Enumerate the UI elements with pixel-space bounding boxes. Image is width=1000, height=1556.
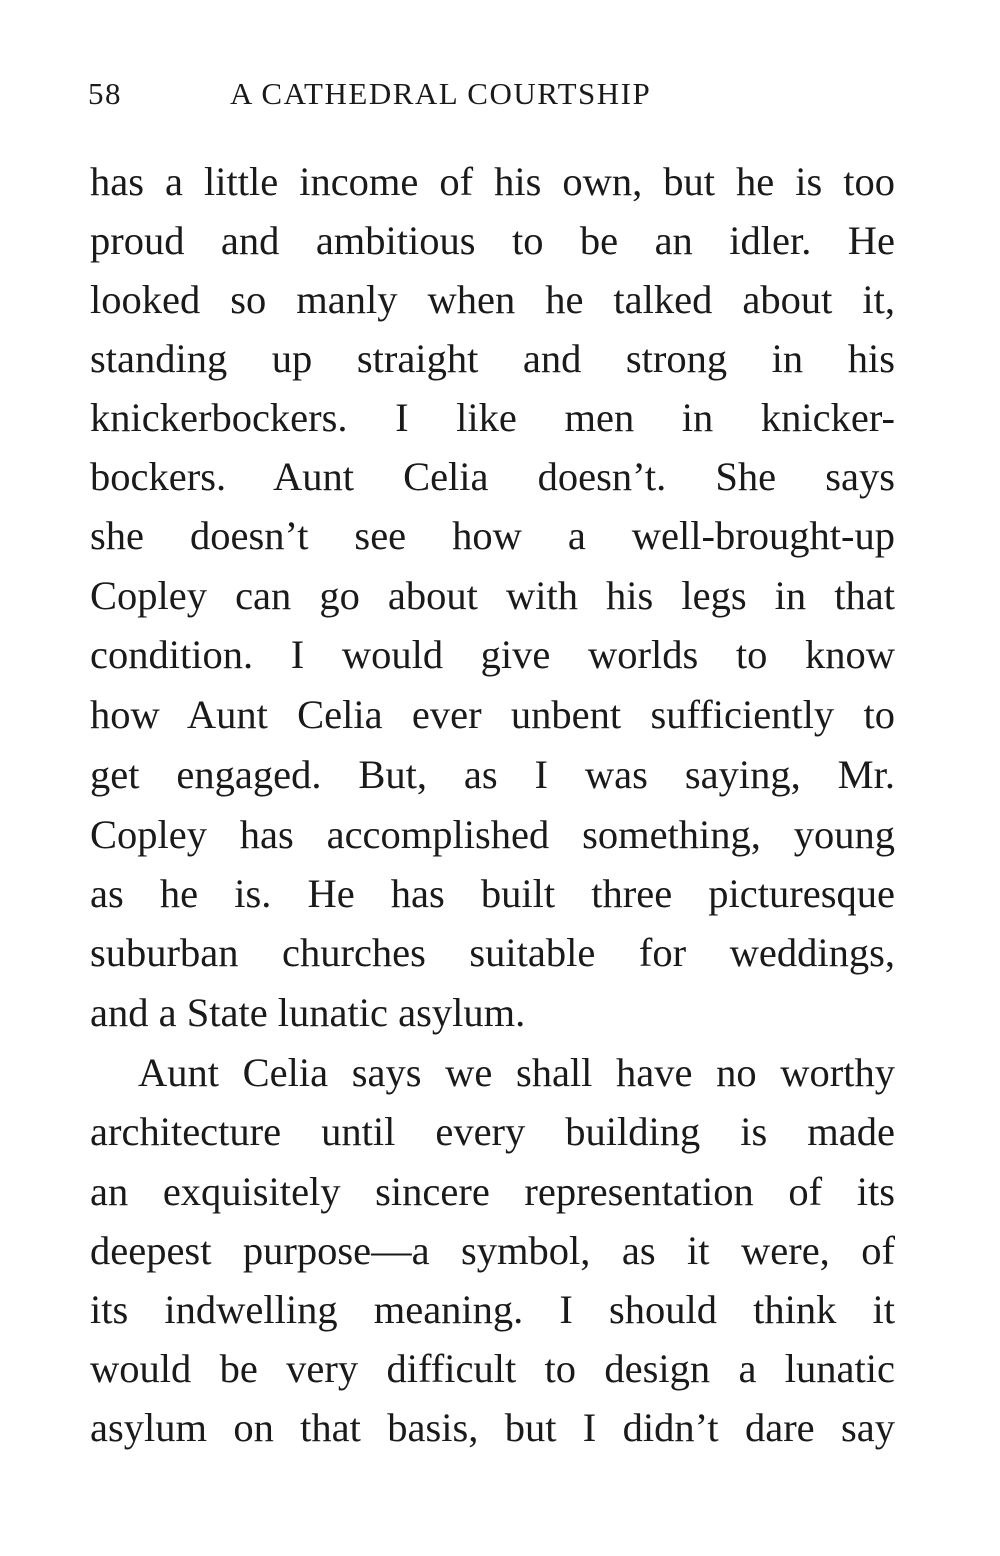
text-line: its indwelling meaning. I should think it <box>90 1287 895 1332</box>
text-line: architecture until every building is made <box>90 1109 895 1154</box>
text-line: an exquisitely sincere representation of its <box>90 1169 895 1214</box>
text-line: get engaged. But, as I was saying, Mr. <box>90 752 895 797</box>
text-line: suburban churches suitable for weddings, <box>90 930 895 975</box>
text-line: deepest purpose—a symbol, as it were, of <box>90 1228 895 1273</box>
text-line: how Aunt Celia ever unbent sufficiently to <box>90 692 895 737</box>
text-line: as he is. He has built three picturesque <box>90 871 895 916</box>
text-line: asylum on that basis, but I didn’t dare say <box>90 1405 895 1450</box>
text-line: she doesn’t see how a well-brought-up <box>90 513 895 558</box>
text-line: knickerbockers. I like men in knicker- <box>90 395 895 440</box>
text-line: would be very difficult to design a lunatic <box>90 1346 895 1391</box>
running-head <box>88 76 900 120</box>
text-line: proud and ambitious to be an idler. He <box>90 218 895 263</box>
text-line: has a little income of his own, but he is too <box>90 159 895 204</box>
text-line: standing up straight and strong in his <box>90 336 895 381</box>
text-line: Copley has accomplished something, young <box>90 812 895 857</box>
text-line: Copley can go about with his legs in that <box>90 573 895 618</box>
text-line: bockers. Aunt Celia doesn’t. She says <box>90 454 895 499</box>
text-line: looked so manly when he talked about it, <box>90 277 895 322</box>
text-line: condition. I would give worlds to know <box>90 632 895 677</box>
page-number: 58 <box>88 76 122 111</box>
paragraph-first-line: Aunt Celia says we shall have no worthy <box>138 1050 895 1095</box>
text-line: and a State lunatic asylum. <box>90 990 526 1035</box>
running-title: A CATHEDRAL COURTSHIP <box>230 76 652 111</box>
